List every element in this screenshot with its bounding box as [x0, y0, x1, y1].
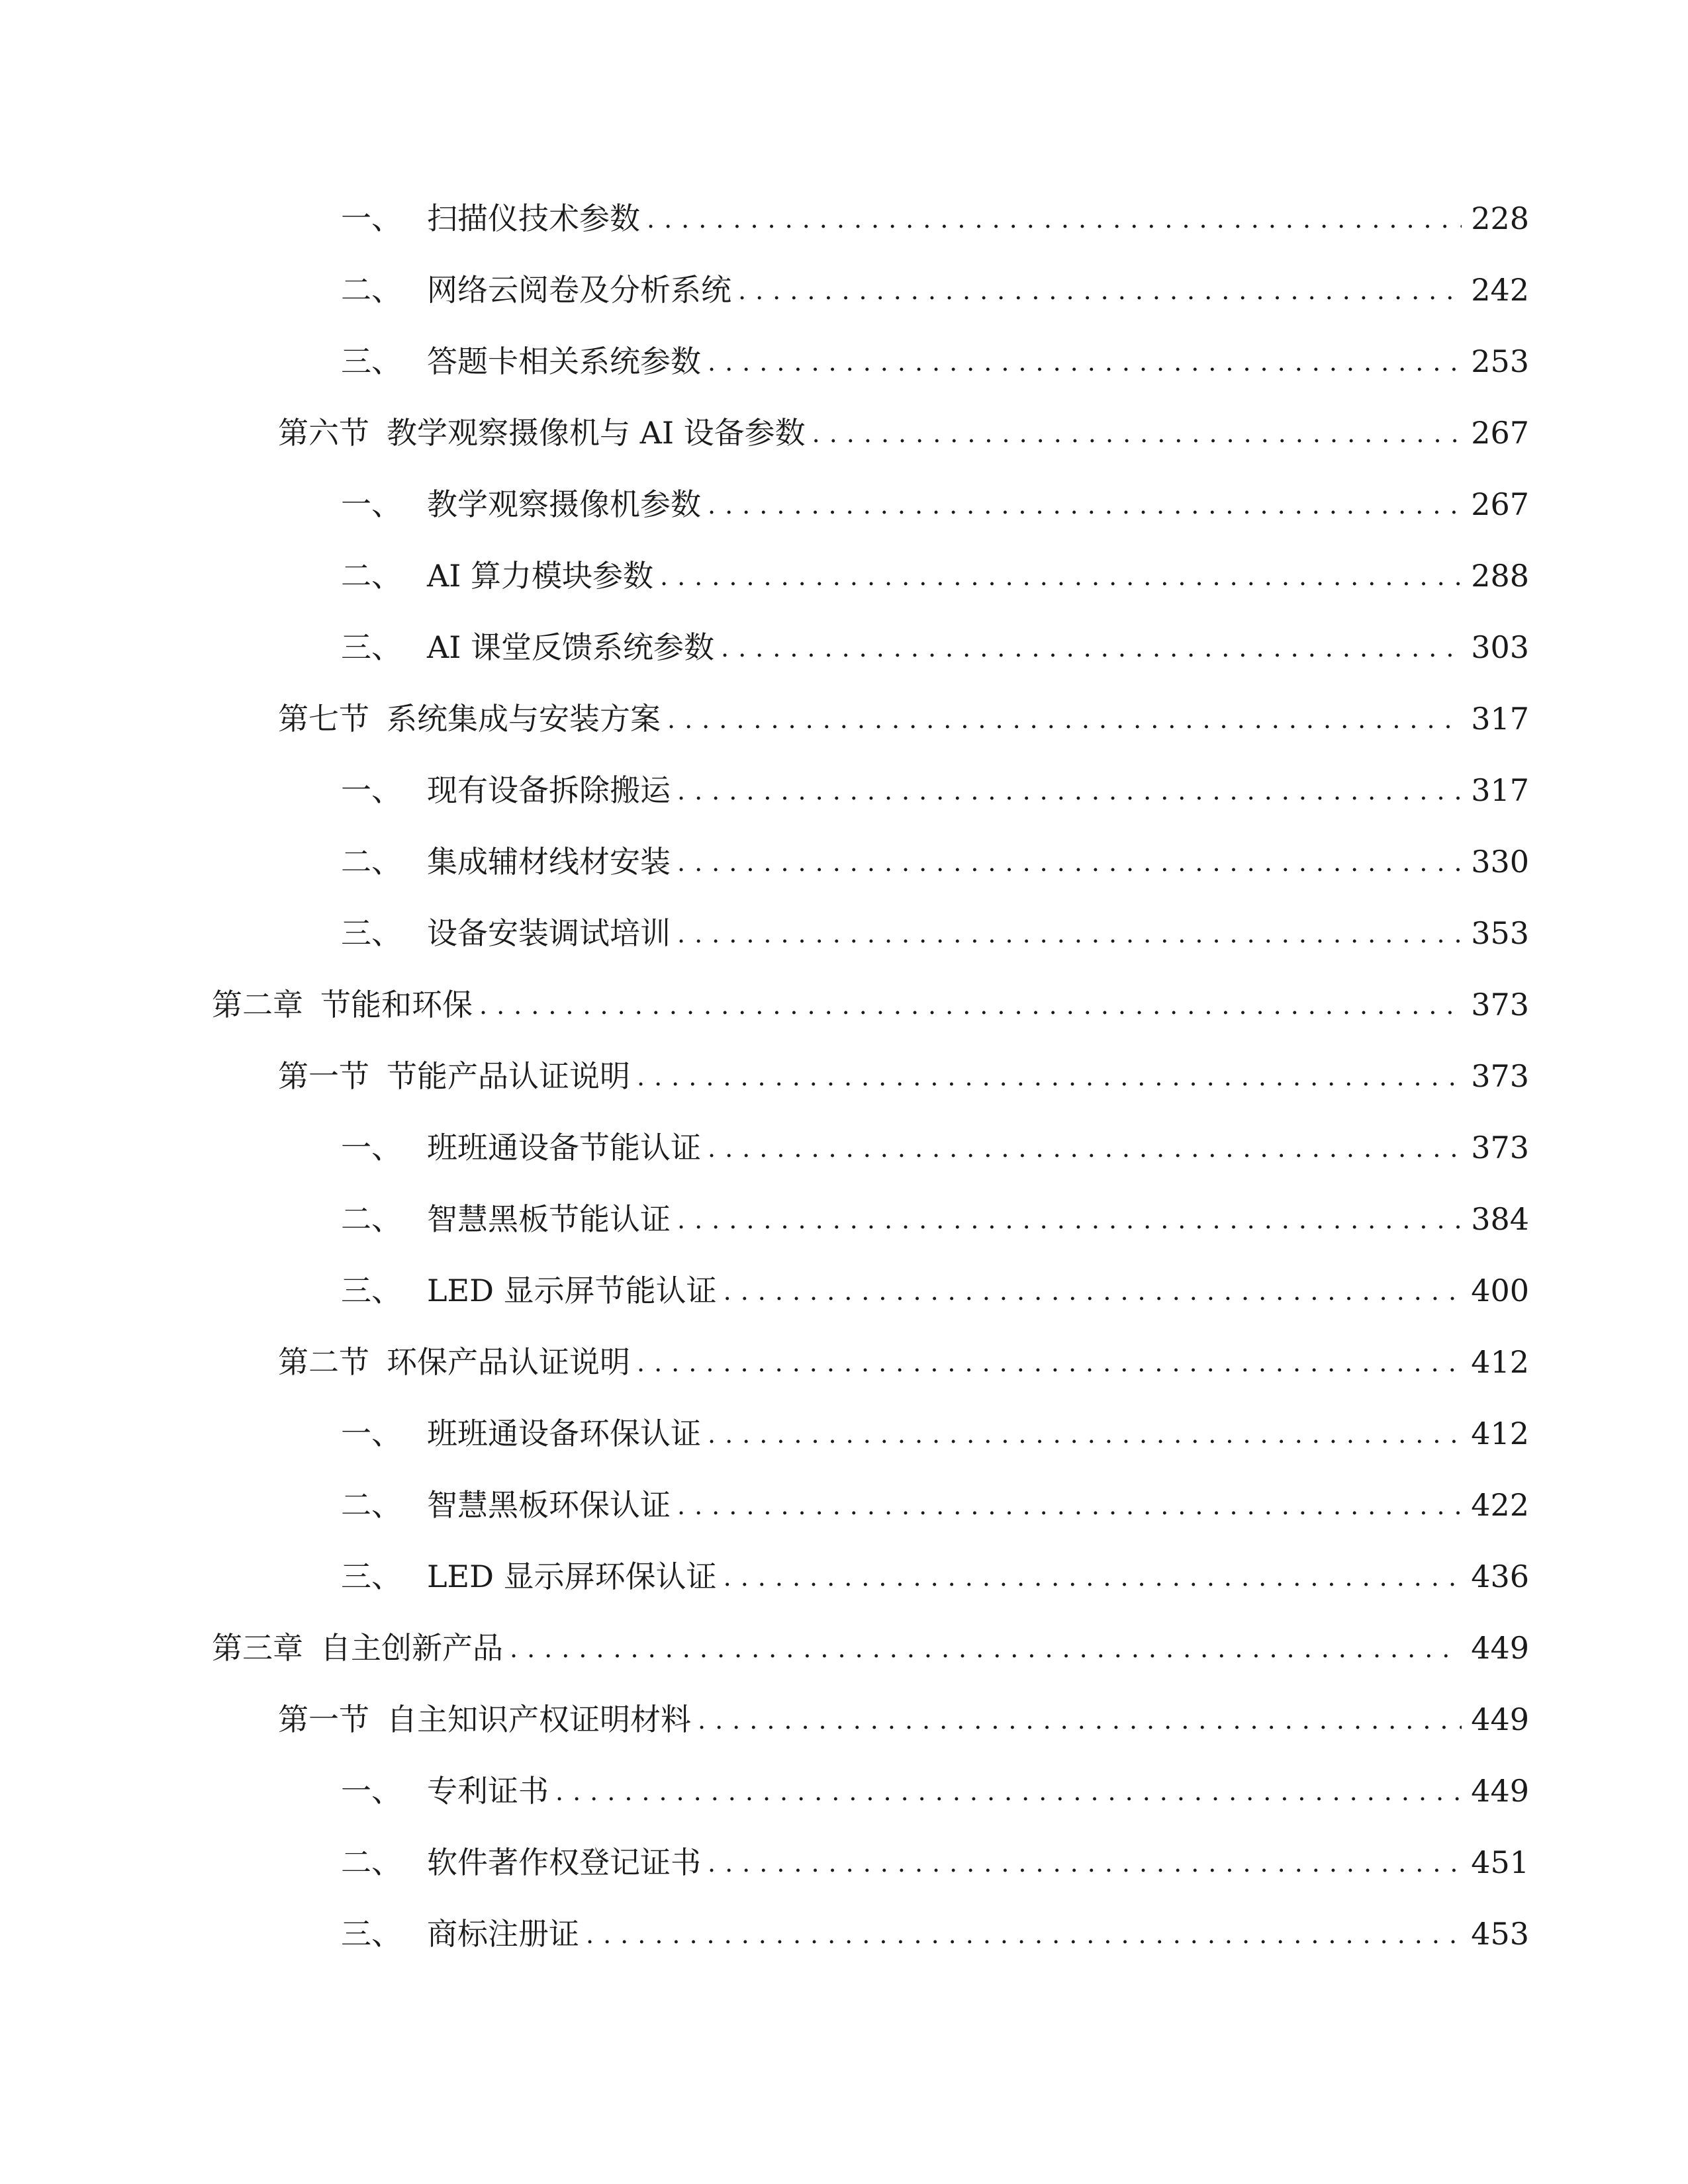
toc-entry-title: LED 显示屏节能认证 — [427, 1273, 717, 1308]
toc-entry-title: 网络云阅卷及分析系统 — [427, 272, 731, 308]
toc-entry-title: 节能和环保 — [320, 987, 473, 1023]
toc-entry-title: AI 算力模块参数 — [427, 558, 654, 594]
toc-entry-title: 班班通设备节能认证 — [427, 1130, 701, 1165]
toc-entry[interactable] — [278, 692, 1529, 745]
toc-entry-title: 现有设备拆除搬运 — [427, 772, 671, 808]
toc-entry[interactable] — [341, 263, 1529, 316]
toc-entry[interactable] — [341, 1907, 1529, 1960]
toc-entry-title: 扫描仪技术参数 — [427, 201, 640, 236]
toc-entry-page: 436 — [1471, 1559, 1529, 1594]
toc-entry-title: 系统集成与安装方案 — [387, 701, 661, 737]
dot-leader — [708, 1837, 1462, 1889]
toc-entry-number: 二、 — [341, 558, 402, 594]
toc-entry-number: 二、 — [341, 844, 402, 880]
toc-entry-number: 二、 — [341, 272, 402, 308]
toc-entry-number: 三、 — [341, 629, 402, 665]
toc-entry[interactable] — [341, 1264, 1529, 1317]
toc-entry-title: 班班通设备环保认证 — [427, 1416, 701, 1451]
dot-leader — [677, 836, 1462, 889]
toc-entry-title: 教学观察摄像机与 AI 设备参数 — [387, 415, 806, 451]
toc-entry-page: 449 — [1471, 1702, 1529, 1737]
toc-entry-title: 软件著作权登记证书 — [427, 1844, 701, 1880]
toc-entry-number: 三、 — [341, 1916, 402, 1952]
dot-leader — [724, 1551, 1462, 1604]
toc-entry-page: 373 — [1471, 987, 1529, 1023]
toc-entry-page: 253 — [1471, 343, 1529, 379]
toc-entry-number: 第一节 — [278, 1702, 369, 1737]
dot-leader — [510, 1622, 1462, 1675]
toc-entry-number: 三、 — [341, 915, 402, 951]
toc-entry[interactable] — [341, 1479, 1529, 1531]
toc-entry-title: LED 显示屏环保认证 — [427, 1559, 717, 1594]
toc-entry[interactable] — [341, 1836, 1529, 1889]
toc-entry-number: 二、 — [341, 1487, 402, 1523]
toc-entry-number: 第二章 — [212, 987, 303, 1023]
toc-entry[interactable] — [341, 335, 1529, 388]
toc-entry-page: 449 — [1471, 1773, 1529, 1809]
toc-entry-number: 三、 — [341, 1273, 402, 1308]
toc-entry-page: 453 — [1471, 1916, 1529, 1952]
toc-entry[interactable] — [341, 907, 1529, 960]
dot-leader — [479, 979, 1462, 1032]
toc-entry-number: 二、 — [341, 1201, 402, 1237]
dot-leader — [677, 1479, 1462, 1532]
toc-entry-number: 三、 — [341, 343, 402, 379]
toc-entry-number: 一、 — [341, 1130, 402, 1165]
toc-entry[interactable] — [341, 1407, 1529, 1460]
toc-entry[interactable] — [341, 549, 1529, 602]
toc-entry-page: 330 — [1471, 844, 1529, 880]
toc-entry[interactable] — [341, 1550, 1529, 1603]
toc-entry-number: 第三章 — [212, 1630, 303, 1666]
toc-entry-title: 节能产品认证说明 — [387, 1058, 630, 1094]
toc-entry-page: 353 — [1471, 915, 1529, 951]
dot-leader — [708, 478, 1462, 531]
toc-entry-number: 一、 — [341, 201, 402, 236]
toc-entry-title: 智慧黑板节能认证 — [427, 1201, 671, 1237]
toc-entry[interactable] — [341, 621, 1529, 674]
toc-entry-number: 第一节 — [278, 1058, 369, 1094]
toc-entry-title: 教学观察摄像机参数 — [427, 486, 701, 522]
dot-leader — [637, 1050, 1462, 1103]
toc-entry[interactable] — [278, 1336, 1529, 1388]
dot-leader — [708, 1122, 1462, 1175]
toc-entry-page: 412 — [1471, 1416, 1529, 1451]
toc-entry[interactable] — [341, 192, 1529, 245]
toc-entry-number: 一、 — [341, 486, 402, 522]
dot-leader — [812, 407, 1462, 460]
toc-entry-page: 451 — [1471, 1844, 1529, 1880]
toc-entry-page: 373 — [1471, 1058, 1529, 1094]
dot-leader — [708, 1408, 1462, 1461]
toc-entry[interactable] — [341, 1121, 1529, 1174]
toc-entry-number: 三、 — [341, 1559, 402, 1594]
toc-entry-page: 400 — [1471, 1273, 1529, 1308]
toc-entry-page: 384 — [1471, 1201, 1529, 1237]
toc-entry[interactable] — [341, 478, 1529, 531]
toc-entry-number: 一、 — [341, 1416, 402, 1451]
toc-entry-number: 二、 — [341, 1844, 402, 1880]
toc-entry-number: 一、 — [341, 772, 402, 808]
toc-entry[interactable] — [278, 1693, 1529, 1746]
toc-entry-page: 267 — [1471, 415, 1529, 451]
toc-entry[interactable] — [212, 1621, 1529, 1674]
toc-entry-title: 智慧黑板环保认证 — [427, 1487, 671, 1523]
toc-entry[interactable] — [278, 406, 1529, 459]
dot-leader — [660, 550, 1462, 603]
toc-entry-page: 288 — [1471, 558, 1529, 594]
dot-leader — [637, 1336, 1462, 1389]
toc-entry-title: 设备安装调试培训 — [427, 915, 671, 951]
toc-entry[interactable] — [341, 1193, 1529, 1246]
toc-entry-page: 317 — [1471, 772, 1529, 808]
toc-entry-page: 317 — [1471, 701, 1529, 737]
toc-entry-number: 第七节 — [278, 701, 369, 737]
toc-entry-page: 228 — [1471, 201, 1529, 236]
dot-leader — [698, 1694, 1462, 1747]
toc-entry-title: 商标注册证 — [427, 1916, 579, 1952]
toc-entry-title: 答题卡相关系统参数 — [427, 343, 701, 379]
toc-entry-number: 一、 — [341, 1773, 402, 1809]
toc-entry-page: 303 — [1471, 629, 1529, 665]
dot-leader — [677, 907, 1462, 960]
toc-entry-page: 422 — [1471, 1487, 1529, 1523]
toc-entry-number: 第六节 — [278, 415, 369, 451]
toc-entry-title: 专利证书 — [427, 1773, 549, 1809]
dot-leader — [724, 1265, 1462, 1318]
dot-leader — [647, 193, 1462, 246]
toc-entry[interactable] — [341, 1764, 1529, 1817]
dot-leader — [677, 764, 1462, 817]
toc-entry-title: 环保产品认证说明 — [387, 1344, 630, 1380]
toc-entry-page: 412 — [1471, 1344, 1529, 1380]
dot-leader — [667, 693, 1462, 746]
toc-entry-page: 242 — [1471, 272, 1529, 308]
toc-entry[interactable] — [341, 835, 1529, 888]
toc-entry-title: 自主创新产品 — [320, 1630, 503, 1666]
toc-entry[interactable] — [278, 1050, 1529, 1103]
toc-entry[interactable] — [341, 764, 1529, 817]
toc-entry-title: 集成辅材线材安装 — [427, 844, 671, 880]
toc-entry-page: 449 — [1471, 1630, 1529, 1666]
toc-entry-page: 373 — [1471, 1130, 1529, 1165]
toc-entry-number: 第二节 — [278, 1344, 369, 1380]
toc-entry-title: 自主知识产权证明材料 — [387, 1702, 691, 1737]
dot-leader — [586, 1908, 1462, 1961]
dot-leader — [555, 1765, 1462, 1818]
dot-leader — [738, 264, 1462, 317]
dot-leader — [677, 1193, 1462, 1246]
dot-leader — [708, 336, 1462, 388]
toc-entry[interactable] — [212, 978, 1529, 1031]
dot-leader — [721, 621, 1462, 674]
toc-entry-title: AI 课堂反馈系统参数 — [427, 629, 715, 665]
toc-entry-page: 267 — [1471, 486, 1529, 522]
